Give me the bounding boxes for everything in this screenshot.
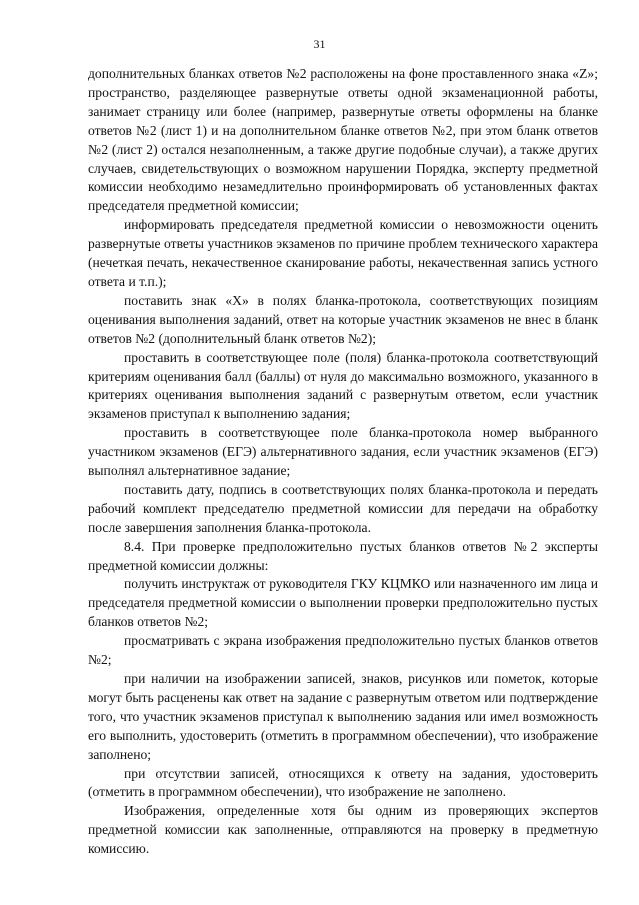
body-paragraph: поставить знак «X» в полях бланка-протокола, соответствующих позициям оценивания выполнения заданий, ответ на которые участник экзаменов не внес в бланк ответов №2 (дополнительный бланк ответов №2);: [88, 292, 598, 346]
body-paragraph: проставить в соответствующее поле бланка-протокола номер выбранного участником экзаменов (ЕГЭ) альтернативного задания, если участник экзаменов (ЕГЭ) выполнял альтернативное задание;: [88, 425, 598, 479]
body-paragraph: 8.4. При проверке предположительно пустых бланков ответов №2 эксперты предметной комиссии должны:: [88, 538, 598, 573]
body-paragraph: Изображения, определенные хотя бы одним из проверяющих экспертов предметной комиссии как заполненные, отправляются на проверку в предметную комиссию.: [88, 803, 598, 857]
body-paragraph: просматривать с экрана изображения предположительно пустых бланков ответов №2;: [88, 633, 598, 668]
body-paragraph: дополнительных бланках ответов №2 расположены на фоне проставленного знака «Z»; пространство, разделяющее развернутые ответы одной экзаменационной работы, занимает страницу или более (например, развернутые ответы оформлены на бланке ответов №2 (лист 1) и на дополнительном бланке ответов №2, при этом бланк ответов №2 (лист 2) остался незаполненным, а также другие подобные случаи), а также других случаев, свидетельствующих о возможном нарушении Порядка, эксперту предметной комиссии необходимо незамедлительно проинформировать об установленных фактах председателя предметной комиссии;: [88, 66, 598, 214]
body-paragraph: при наличии на изображении записей, знаков, рисунков или пометок, которые могут быть расценены как ответ на задание с развернутым ответом или подтверждение того, что участник экзаменов приступал к выполнению задания или имел возможность его выполнить, удостоверить (отметить в программном обеспечении), что изображение заполнено;: [88, 671, 598, 762]
page-body: [88, 65, 598, 859]
body-paragraph: получить инструктаж от руководителя ГКУ КЦМКО или назначенного им лица и председателя предметной комиссии о выполнении проверки предположительно пустых бланков ответов №2;: [88, 576, 598, 630]
body-paragraph: поставить дату, подпись в соответствующих полях бланка-протокола и передать рабочий комплект председателю предметной комиссии для передачи на обработку после завершения заполнения бланка-протокола.: [88, 481, 598, 535]
body-paragraph: при отсутствии записей, относящихся к ответу на задания, удостоверить (отметить в программном обеспечении), что изображение не заполнено.: [88, 765, 598, 800]
body-paragraph: проставить в соответствующее поле (поля) бланка-протокола соответствующий критериям оценивания балл (баллы) от нуля до максимально возможного, указанного в критериях оценивания выполнения заданий с развернутым ответом, если участник экзаменов приступал к выполнению задания;: [88, 349, 598, 422]
body-paragraph: информировать председателя предметной комиссии о невозможности оценить развернутые ответы участников экзаменов по причине проблем технического характера (нечеткая печать, некачественное сканирование работы, некачественная запись устного ответа и т.п.);: [88, 217, 598, 289]
page-number: 31: [313, 37, 326, 51]
